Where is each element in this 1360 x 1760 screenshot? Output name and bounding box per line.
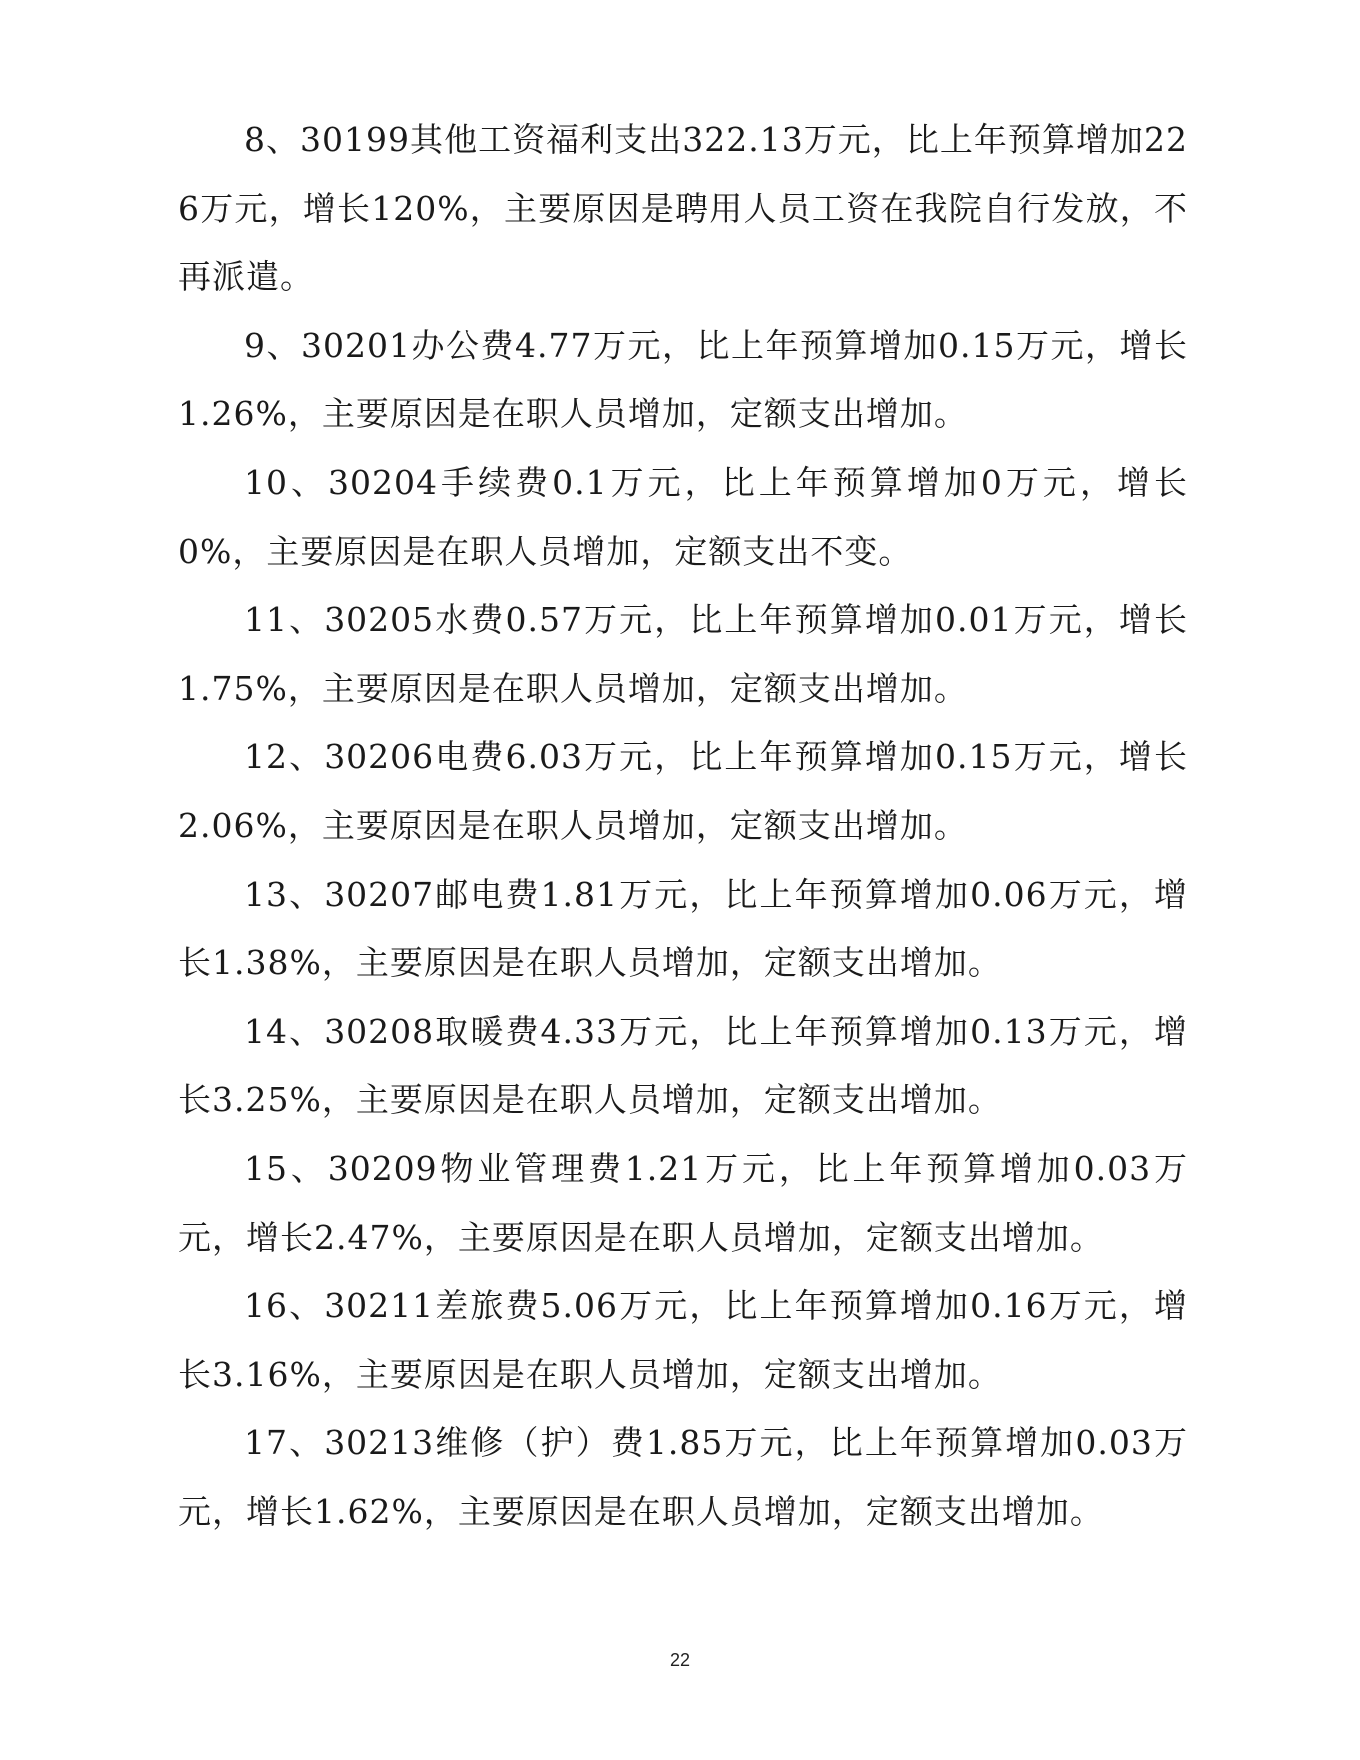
paragraph-item-8: 8、30199其他工资福利支出322.13万元，比上年预算增加226万元，增长120%，主要原因是聘用人员工资在我院自行发放，不再派遣。 bbox=[178, 120, 1188, 297]
paragraph-item-9: 9、30201办公费4.77万元，比上年预算增加0.15万元，增长1.26%，主要原因是在职人员增加，定额支出增加。 bbox=[178, 325, 1188, 434]
paragraph-item-16: 16、30211差旅费5.06万元，比上年预算增加0.16万元，增长3.16%，主要原因是在职人员增加，定额支出增加。 bbox=[178, 1286, 1188, 1394]
paragraph-item-13: 13、30207邮电费1.81万元，比上年预算增加0.06万元，增长1.38%，主要原因是在职人员增加，定额支出增加。 bbox=[178, 874, 1188, 983]
paragraph-item-17: 17、30213维修（护）费1.85万元，比上年预算增加0.03万元，增长1.62%，主要原因是在职人员增加，定额支出增加。 bbox=[178, 1423, 1188, 1531]
page-number: 22 bbox=[669, 1650, 691, 1670]
paragraph-item-15: 15、30209物业管理费1.21万元，比上年预算增加0.03万元，增长2.47%，主要原因是在职人员增加，定额支出增加。 bbox=[178, 1148, 1188, 1257]
paragraph-item-14: 14、30208取暖费4.33万元，比上年预算增加0.13万元，增长3.25%，主要原因是在职人员增加，定额支出增加。 bbox=[178, 1011, 1188, 1120]
paragraph-item-10: 10、30204手续费0.1万元，比上年预算增加0万元，增长0%，主要原因是在职人员增加，定额支出不变。 bbox=[178, 462, 1188, 571]
paragraph-item-11: 11、30205水费0.57万元，比上年预算增加0.01万元，增长1.75%，主要原因是在职人员增加，定额支出增加。 bbox=[178, 600, 1188, 708]
paragraph-item-12: 12、30206电费6.03万元，比上年预算增加0.15万元，增长2.06%，主要原因是在职人员增加，定额支出增加。 bbox=[178, 737, 1188, 845]
body-text bbox=[178, 106, 1188, 1546]
